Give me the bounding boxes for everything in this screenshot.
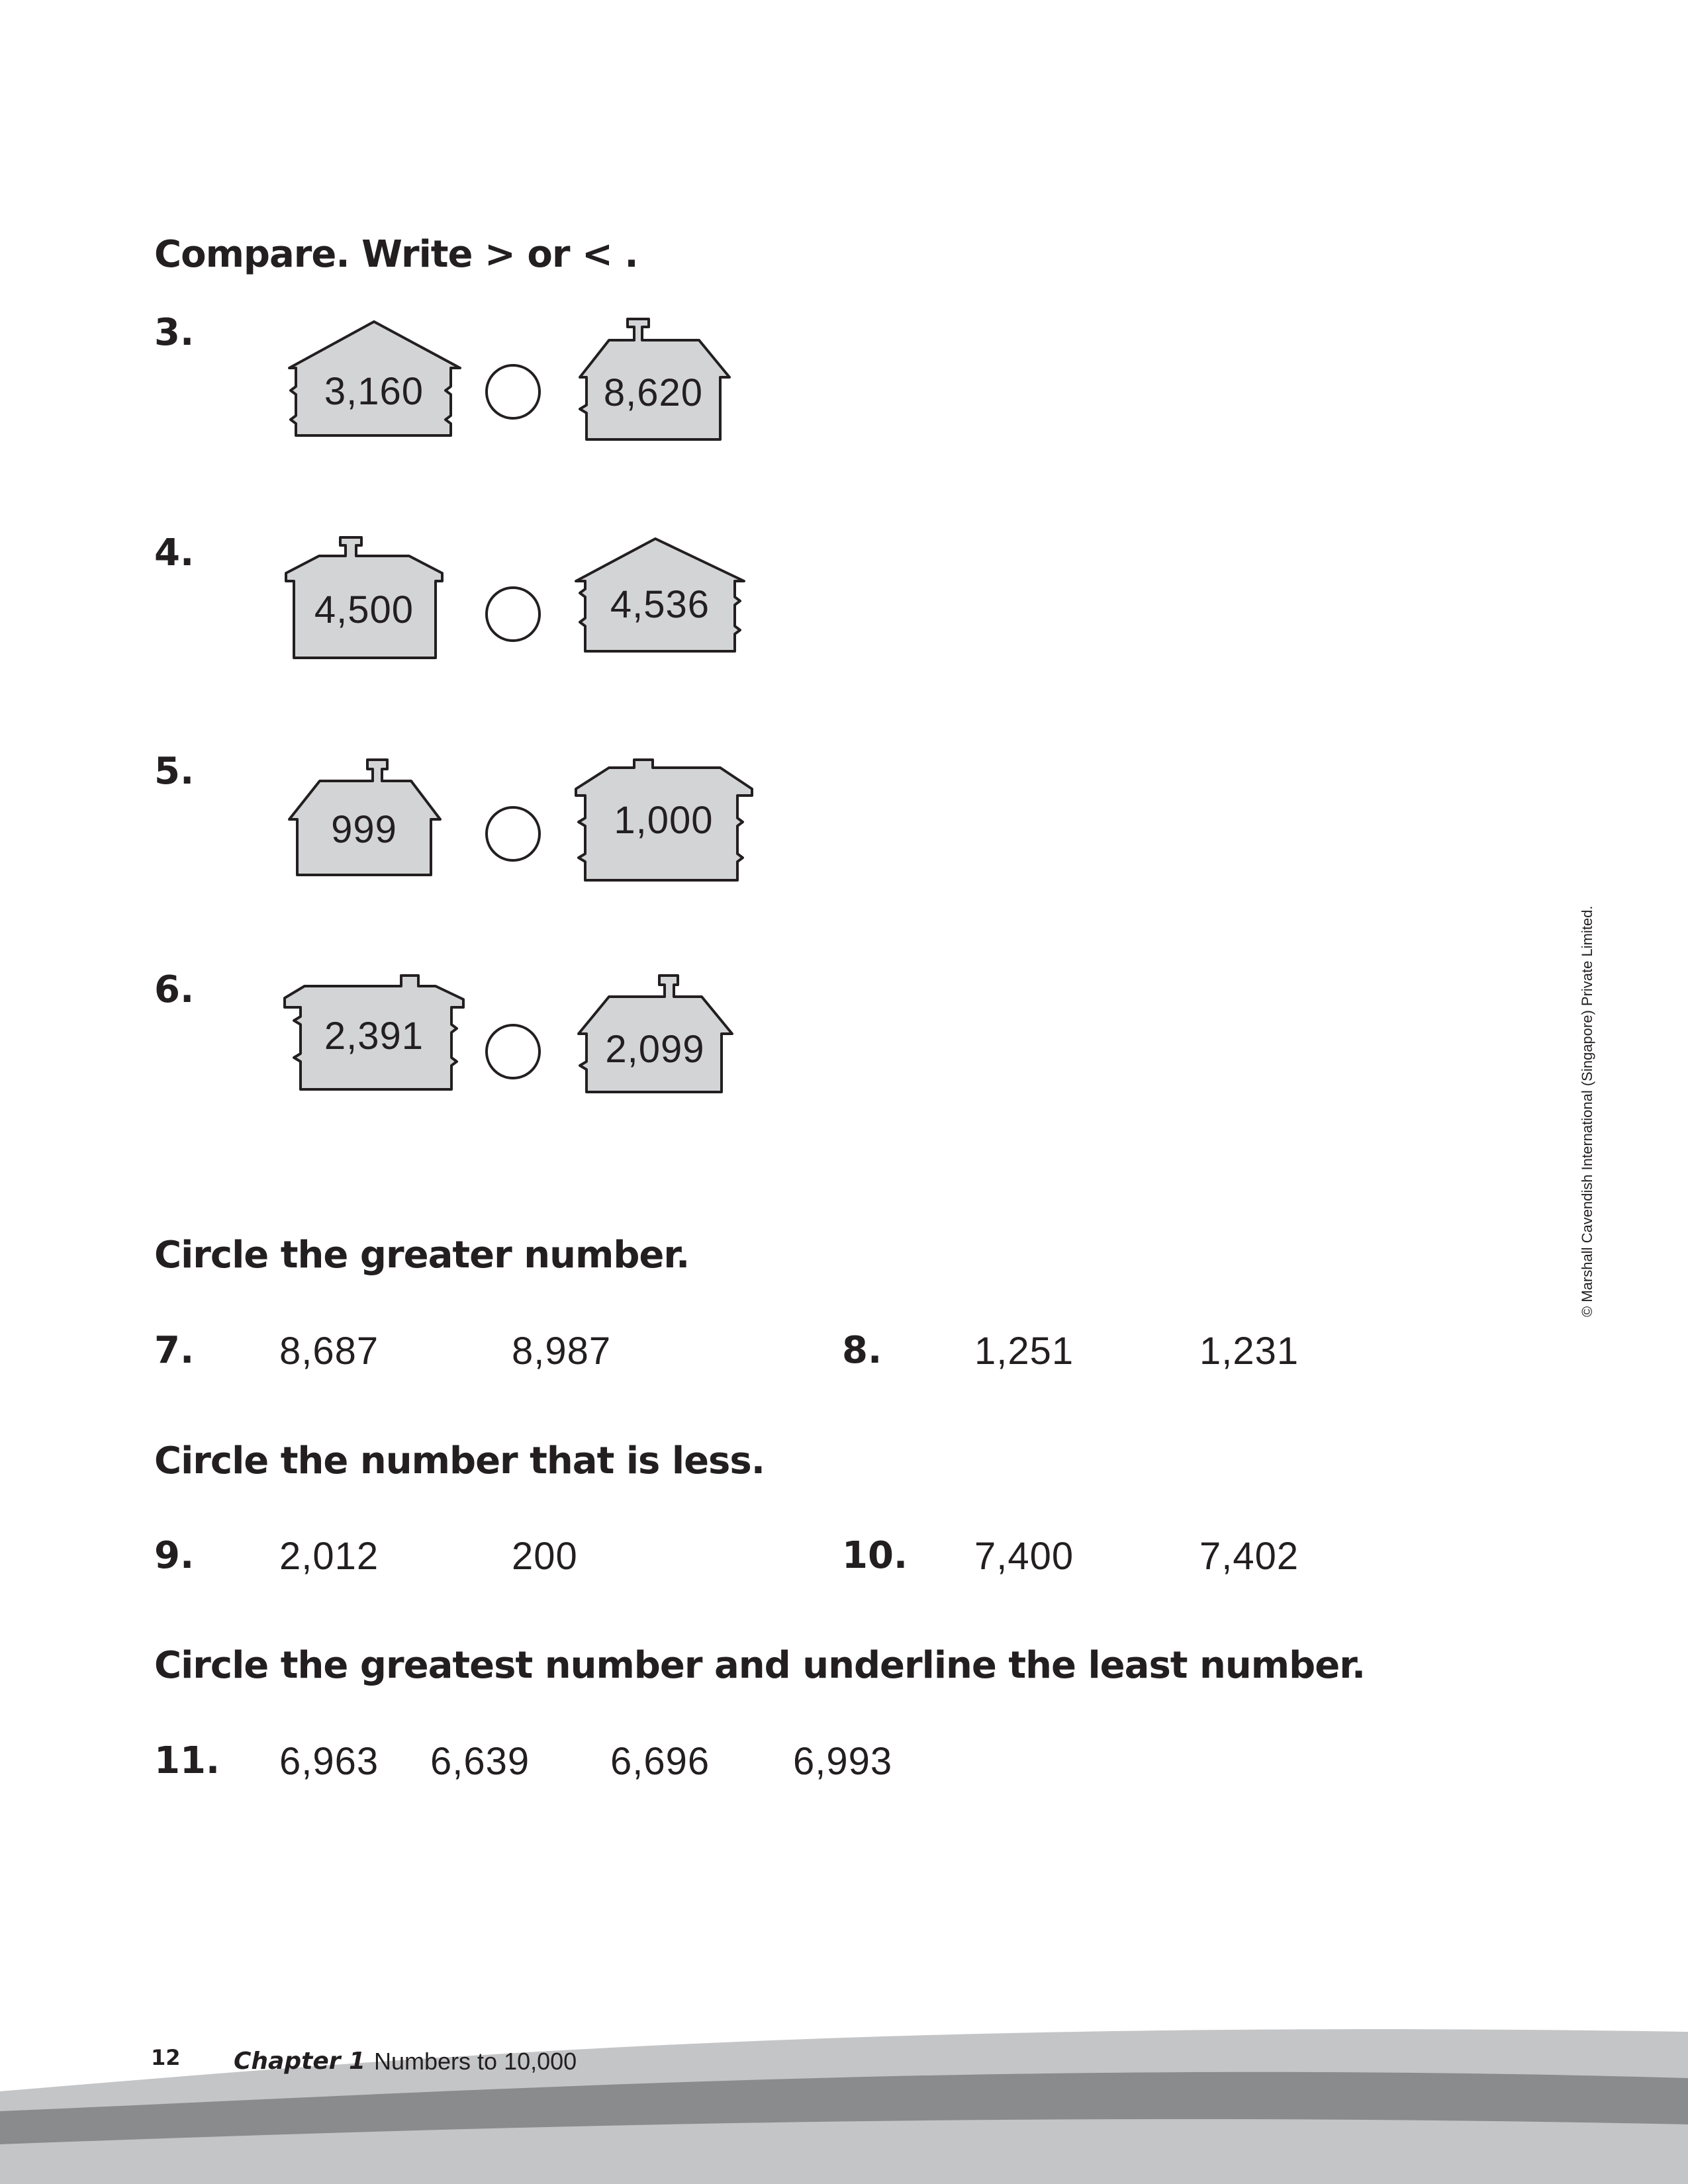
house-left (278, 970, 470, 1103)
question-number: 8. (842, 1329, 882, 1372)
house-left (281, 316, 467, 442)
number-choice[interactable]: 8,987 (512, 1330, 612, 1373)
greater-heading: Circle the greater number. (154, 1234, 690, 1277)
number-choice[interactable]: 2,012 (279, 1535, 379, 1578)
house-number: 1,000 (614, 799, 714, 842)
number-choice[interactable]: 6,963 (279, 1740, 379, 1783)
footer-band (0, 2012, 1688, 2184)
number-choice[interactable]: 7,402 (1199, 1535, 1299, 1578)
house-right (571, 970, 739, 1103)
number-choice[interactable]: 1,251 (974, 1330, 1074, 1373)
question-number: 3. (154, 311, 195, 354)
chapter-title: Numbers to 10,000 (374, 2048, 577, 2075)
answer-circle[interactable] (485, 1024, 541, 1079)
question-number: 5. (154, 750, 195, 793)
house-right (571, 533, 749, 659)
copyright-note: © Marshall Cavendish International (Singapore) Private Limited. (1579, 905, 1595, 1317)
answer-circle[interactable] (485, 806, 541, 862)
house-number: 3,160 (324, 370, 424, 413)
number-choice[interactable]: 6,696 (610, 1740, 710, 1783)
house-right (571, 314, 736, 446)
house-number: 2,391 (324, 1015, 424, 1058)
chapter-label: Chapter 1 (234, 2048, 366, 2075)
house-number: 8,620 (603, 371, 704, 414)
less-heading: Circle the number that is less. (154, 1439, 765, 1482)
house-left (279, 533, 449, 666)
number-choice[interactable]: 6,639 (430, 1740, 530, 1783)
question-number: 4. (154, 531, 195, 574)
number-choice[interactable]: 1,231 (1199, 1330, 1299, 1373)
number-choice[interactable]: 6,993 (793, 1740, 893, 1783)
compare-heading: Compare. Write > or < . (154, 233, 638, 276)
question-number: 6. (154, 968, 195, 1011)
house-right (569, 754, 758, 887)
number-choice[interactable]: 200 (512, 1535, 578, 1578)
house-number: 2,099 (605, 1028, 705, 1071)
number-choice[interactable]: 7,400 (974, 1535, 1074, 1578)
answer-circle[interactable] (485, 364, 541, 420)
house-number: 4,536 (610, 583, 710, 626)
number-choice[interactable]: 8,687 (279, 1330, 379, 1373)
greatest-least-heading: Circle the greatest number and underline the least number. (154, 1644, 1366, 1687)
question-number: 9. (154, 1534, 195, 1577)
question-number: 10. (842, 1534, 908, 1577)
house-left (281, 754, 447, 880)
answer-circle[interactable] (485, 586, 541, 642)
question-number: 11. (154, 1739, 220, 1782)
page-number: 12 (151, 2045, 181, 2070)
question-number: 7. (154, 1329, 195, 1372)
house-number: 4,500 (314, 588, 414, 631)
house-number: 999 (331, 808, 397, 851)
